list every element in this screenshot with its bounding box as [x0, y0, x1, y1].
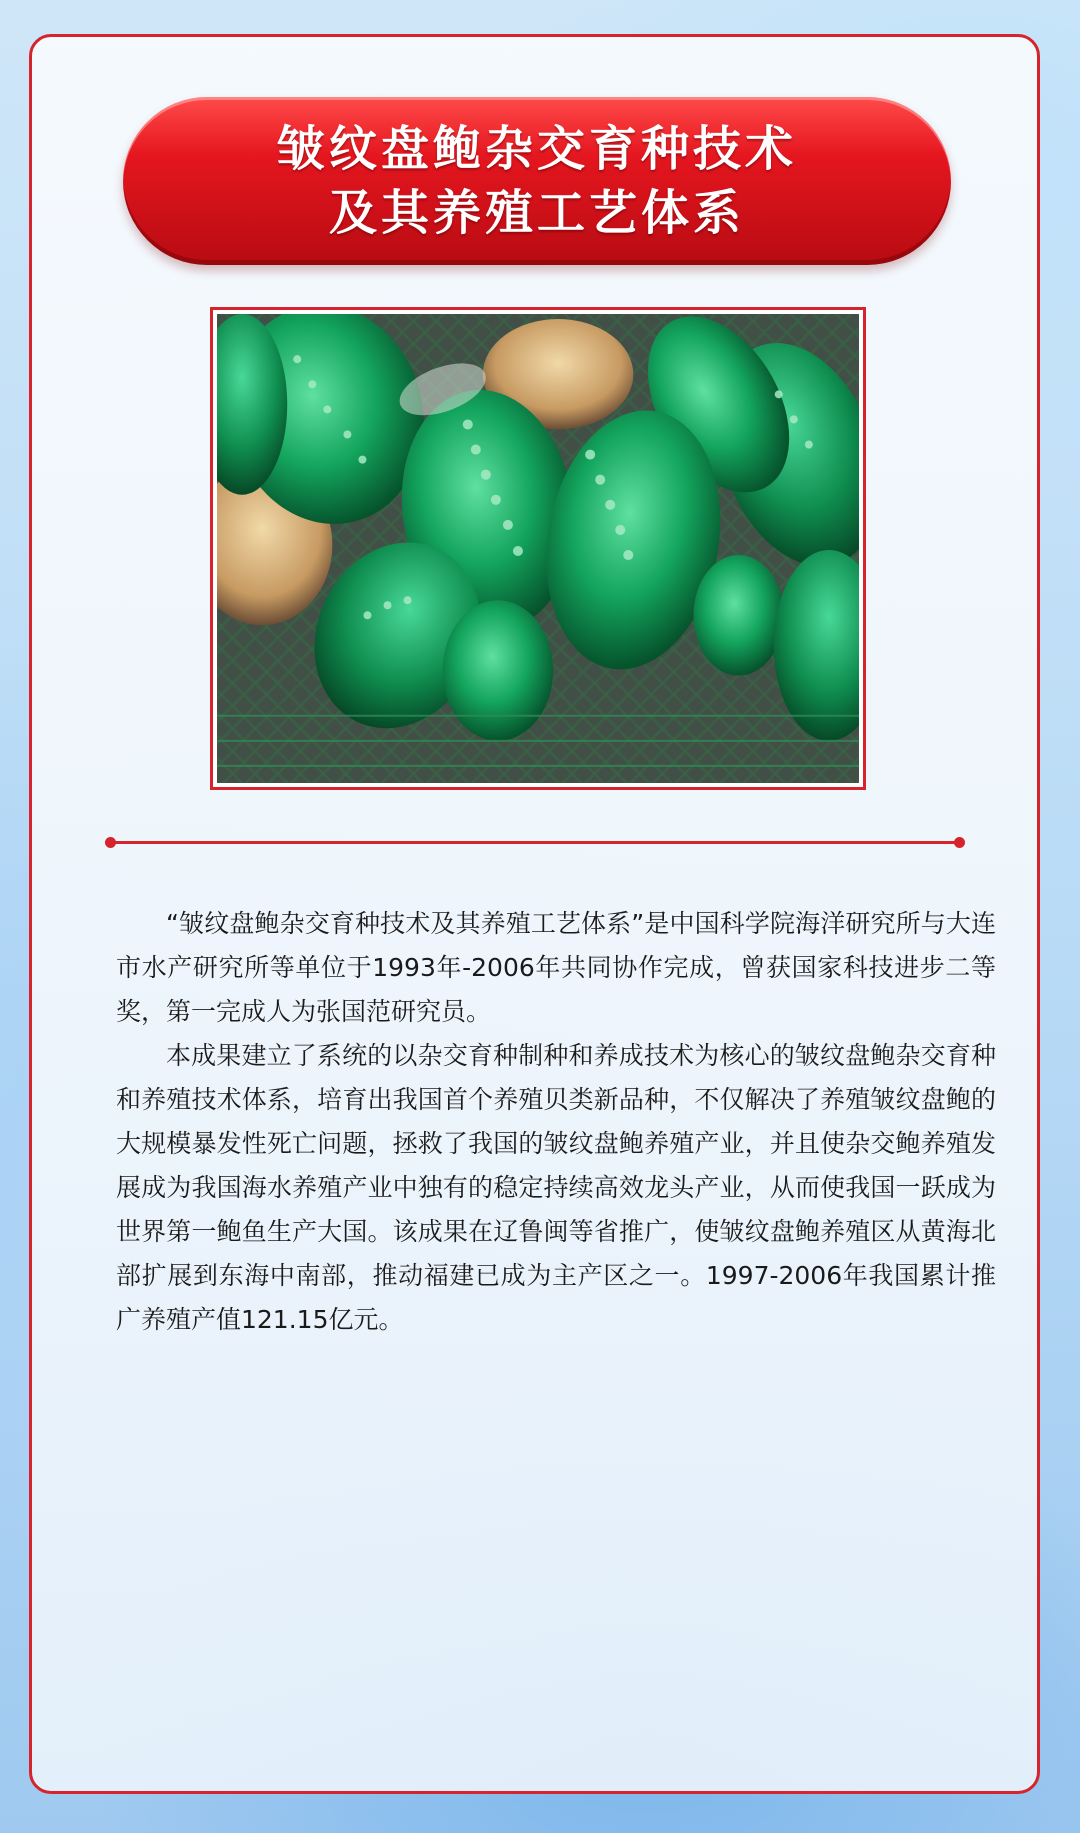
paragraph-1: “皱纹盘鲍杂交育种技术及其养殖工艺体系”是中国科学院海洋研究所与大连市水产研究所等单位于1993年-2006年共同协作完成，曾获国家科技进步二等奖，第一完成人为张国范研究员。 [116, 909, 996, 1026]
paragraph-2: 本成果建立了系统的以杂交育种制种和养成技术为核心的皱纹盘鲍杂交育种和养殖技术体系，培育出我国首个养殖贝类新品种，不仅解决了养殖皱纹盘鲍的大规模暴发性死亡问题，拯救了我国的皱纹盘鲍养殖产业，并且使杂交鲍养殖发展成为我国海水养殖产业中独有的稳定持续高效龙头产业，从而使我国一跃成为世界第一鲍鱼生产大国。该成果在辽鲁闽等省推广，使皱纹盘鲍养殖区从黄海北部扩展到东海中南部，推动福建已成为主产区之一。1997-2006年我国累计推广养殖产值121.15亿元。 [116, 1041, 996, 1334]
title-line-1: 皱纹盘鲍杂交育种技术 [276, 121, 797, 177]
section-divider [105, 837, 965, 849]
divider-line [111, 841, 959, 844]
content-card [29, 34, 1040, 1794]
divider-dot-right [954, 837, 965, 848]
photo-frame [210, 307, 866, 790]
abalone-photo [217, 314, 859, 783]
title-line-2: 及其养殖工艺体系 [328, 185, 745, 241]
divider-dot-left [105, 837, 116, 848]
title-banner [123, 97, 951, 265]
body-text [116, 902, 996, 1342]
abalone-illustration [217, 314, 859, 783]
